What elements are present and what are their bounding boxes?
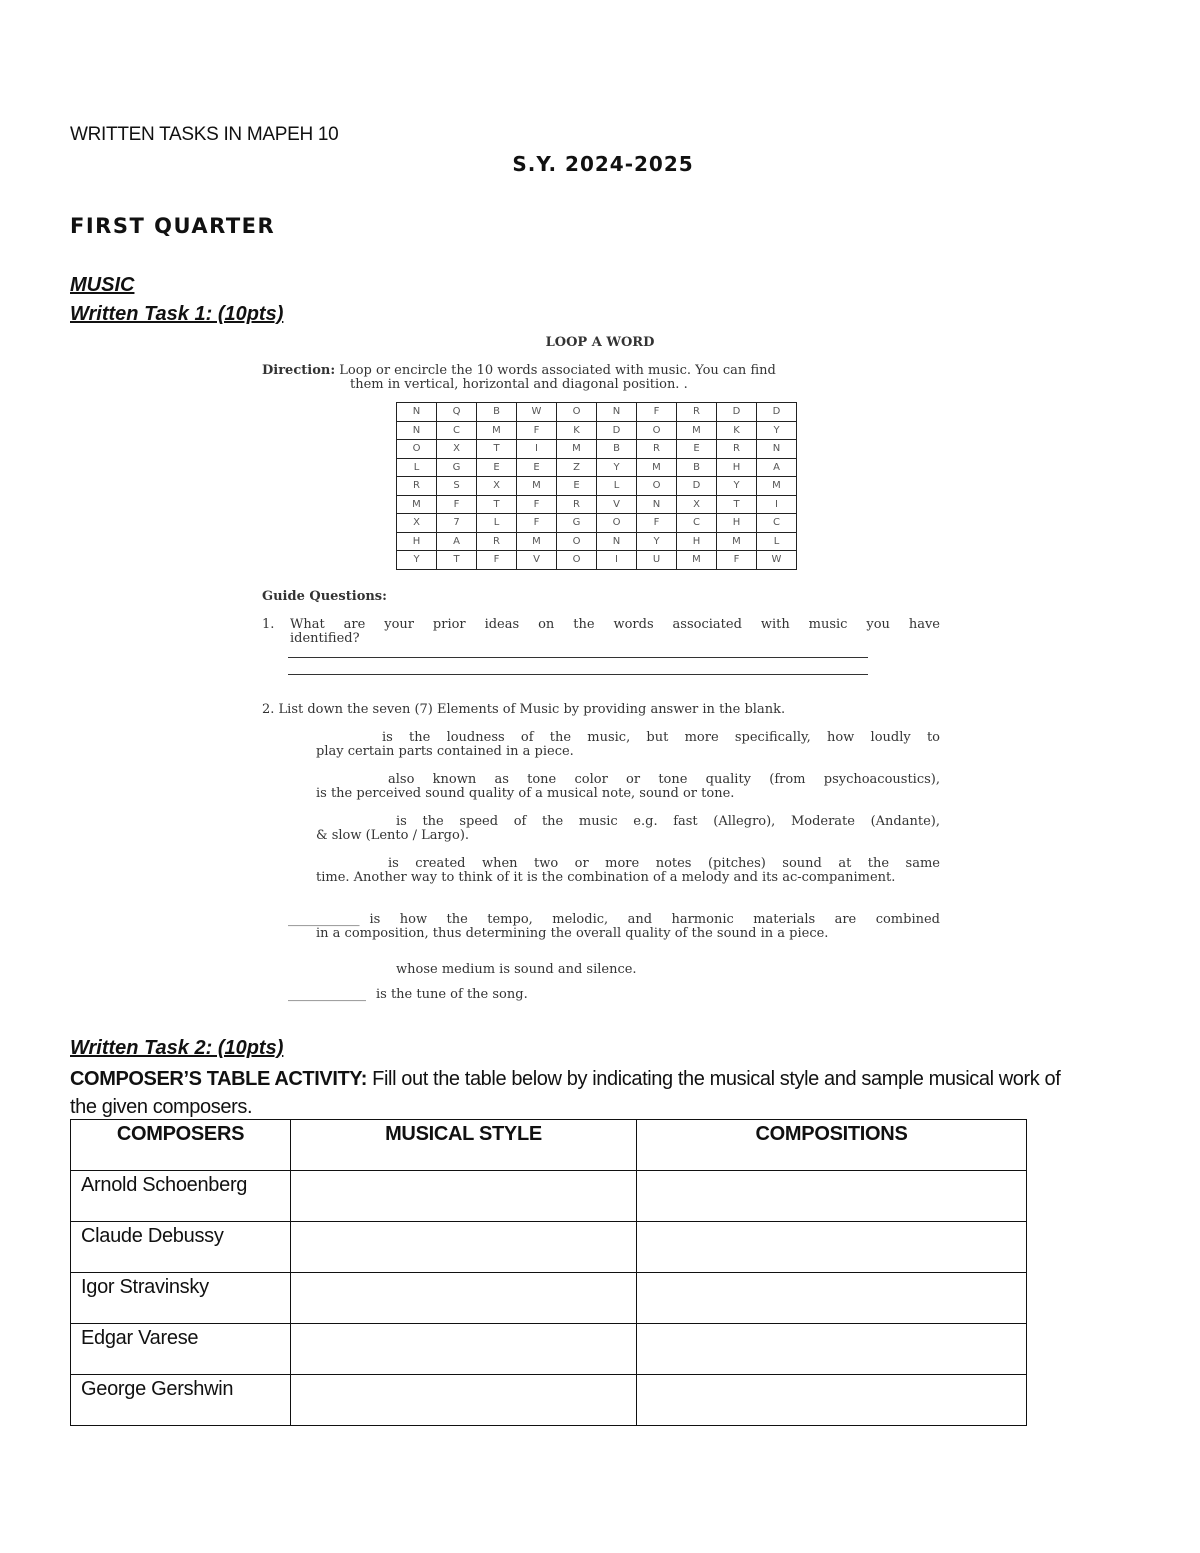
grid-letter[interactable]: M	[397, 495, 437, 514]
grid-row	[397, 440, 797, 459]
element-definition-continuation: play certain parts contained in a piece.	[316, 744, 574, 759]
musical-style-cell[interactable]	[291, 1273, 637, 1324]
grid-letter[interactable]: N	[597, 532, 637, 551]
grid-letter[interactable]: X	[477, 477, 517, 496]
grid-letter[interactable]: H	[717, 514, 757, 533]
element-item	[288, 988, 940, 1002]
grid-letter[interactable]: G	[557, 514, 597, 533]
element-definition: is created when two or more notes (pitches) sound at the same	[388, 856, 940, 871]
grid-letter[interactable]: H	[677, 532, 717, 551]
grid-letter[interactable]: G	[437, 458, 477, 477]
element-item	[288, 963, 940, 977]
answer-line[interactable]	[288, 657, 868, 658]
grid-letter[interactable]: O	[397, 440, 437, 459]
grid-letter[interactable]: I	[757, 495, 797, 514]
element-definition-line	[288, 988, 940, 1002]
grid-letter[interactable]: O	[637, 421, 677, 440]
grid-letter[interactable]: N	[397, 403, 437, 422]
grid-letter[interactable]: O	[557, 403, 597, 422]
grid-letter[interactable]: M	[757, 477, 797, 496]
grid-row	[397, 458, 797, 477]
grid-letter[interactable]: M	[517, 477, 557, 496]
element-definition-line	[288, 815, 940, 829]
grid-letter[interactable]: C	[757, 514, 797, 533]
grid-letter[interactable]: B	[477, 403, 517, 422]
grid-letter[interactable]: E	[677, 440, 717, 459]
musical-style-cell[interactable]	[291, 1324, 637, 1375]
grid-letter[interactable]: H	[397, 532, 437, 551]
grid-letter[interactable]: D	[597, 421, 637, 440]
grid-letter[interactable]: T	[477, 495, 517, 514]
grid-row	[397, 514, 797, 533]
table-row	[71, 1222, 1027, 1273]
grid-letter[interactable]: M	[477, 421, 517, 440]
element-definition: is the tune of the song.	[376, 987, 528, 1002]
composers-table	[70, 1119, 1027, 1426]
grid-letter[interactable]: K	[717, 421, 757, 440]
grid-letter[interactable]: F	[717, 551, 757, 570]
element-definition-continuation: is the perceived sound quality of a musical note, sound or tone.	[316, 786, 735, 801]
grid-letter[interactable]: U	[637, 551, 677, 570]
grid-letter[interactable]: L	[397, 458, 437, 477]
element-definition-continuation: in a composition, thus determining the overall quality of the sound in a piece.	[316, 926, 829, 941]
grid-letter[interactable]: O	[557, 551, 597, 570]
grid-letter[interactable]: F	[517, 495, 557, 514]
compositions-cell[interactable]	[637, 1324, 1027, 1375]
grid-letter[interactable]: V	[517, 551, 557, 570]
grid-letter[interactable]: A	[757, 458, 797, 477]
compositions-cell[interactable]	[637, 1171, 1027, 1222]
task1-heading: Written Task 1: (10pts)	[70, 303, 284, 325]
grid-letter[interactable]: N	[397, 421, 437, 440]
grid-letter[interactable]: Y	[717, 477, 757, 496]
direction-text	[262, 364, 922, 392]
grid-letter[interactable]: N	[597, 403, 637, 422]
subject-heading: MUSIC	[70, 274, 135, 296]
word-search-grid	[396, 402, 797, 570]
musical-style-cell[interactable]	[291, 1222, 637, 1273]
grid-letter[interactable]: X	[677, 495, 717, 514]
element-definition-line	[288, 857, 940, 871]
grid-letter[interactable]: E	[557, 477, 597, 496]
grid-letter[interactable]: K	[557, 421, 597, 440]
grid-letter[interactable]: A	[437, 532, 477, 551]
composer-name: Claude Debussy	[71, 1222, 291, 1273]
grid-letter[interactable]: I	[517, 440, 557, 459]
musical-style-cell[interactable]	[291, 1375, 637, 1426]
direction-line-2: them in vertical, horizontal and diagonal position. .	[350, 377, 688, 392]
grid-letter[interactable]: O	[637, 477, 677, 496]
grid-letter[interactable]: S	[437, 477, 477, 496]
grid-letter[interactable]: L	[597, 477, 637, 496]
grid-row	[397, 551, 797, 570]
activity-label: COMPOSER’S TABLE ACTIVITY:	[70, 1068, 368, 1090]
grid-letter[interactable]: Q	[437, 403, 477, 422]
activity-instructions	[70, 1065, 1090, 1121]
grid-letter[interactable]: Y	[597, 458, 637, 477]
column-header-composers: COMPOSERS	[71, 1120, 291, 1171]
grid-letter[interactable]: M	[557, 440, 597, 459]
activity-text: Fill out the table below by indicating the musical style and sample musical work of the given composers.	[70, 1068, 1061, 1118]
compositions-cell[interactable]	[637, 1222, 1027, 1273]
grid-letter[interactable]: 7	[437, 514, 477, 533]
element-item	[288, 731, 940, 759]
grid-letter[interactable]: C	[437, 421, 477, 440]
element-definition-line	[288, 773, 940, 787]
element-definition-line	[288, 913, 940, 927]
table-row	[71, 1171, 1027, 1222]
grid-letter[interactable]: D	[677, 477, 717, 496]
school-year: S.Y. 2024-2025	[512, 152, 694, 176]
grid-letter[interactable]: F	[637, 403, 677, 422]
grid-letter[interactable]: T	[437, 551, 477, 570]
grid-letter[interactable]: M	[637, 458, 677, 477]
grid-row	[397, 532, 797, 551]
table-row	[71, 1273, 1027, 1324]
grid-letter[interactable]: R	[477, 532, 517, 551]
question-1-line-2: identified?	[290, 631, 360, 646]
grid-letter[interactable]: F	[477, 551, 517, 570]
element-item	[288, 913, 940, 941]
grid-letter[interactable]: O	[557, 532, 597, 551]
element-item	[288, 857, 940, 885]
guide-question-1	[262, 618, 940, 646]
grid-letter[interactable]: C	[677, 514, 717, 533]
guide-questions-title: Guide Questions:	[262, 589, 387, 604]
grid-letter[interactable]: H	[717, 458, 757, 477]
grid-letter[interactable]: Y	[637, 532, 677, 551]
grid-letter[interactable]: T	[717, 495, 757, 514]
grid-letter[interactable]: D	[717, 403, 757, 422]
element-definition: is the loudness of the music, but more specifically, how loudly to	[382, 730, 940, 745]
grid-row	[397, 495, 797, 514]
task2-heading: Written Task 2: (10pts)	[70, 1037, 284, 1059]
element-item	[288, 815, 940, 843]
grid-letter[interactable]: R	[717, 440, 757, 459]
grid-letter[interactable]: L	[757, 532, 797, 551]
composer-name: Arnold Schoenberg	[71, 1171, 291, 1222]
table-row	[71, 1324, 1027, 1375]
grid-letter[interactable]: X	[397, 514, 437, 533]
grid-letter[interactable]: M	[717, 532, 757, 551]
direction-label: Direction:	[262, 363, 336, 378]
grid-letter[interactable]: B	[677, 458, 717, 477]
grid-letter[interactable]: N	[757, 440, 797, 459]
column-header-compositions: COMPOSITIONS	[637, 1120, 1027, 1171]
grid-row	[397, 403, 797, 422]
table-header-row	[71, 1120, 1027, 1171]
grid-letter[interactable]: F	[437, 495, 477, 514]
grid-letter[interactable]: E	[477, 458, 517, 477]
grid-letter[interactable]: I	[597, 551, 637, 570]
grid-letter[interactable]: R	[677, 403, 717, 422]
grid-letter[interactable]: T	[477, 440, 517, 459]
grid-letter[interactable]: F	[517, 421, 557, 440]
loop-a-word-title: LOOP A WORD	[545, 335, 655, 350]
grid-letter[interactable]: F	[637, 514, 677, 533]
element-definition-line	[288, 963, 940, 977]
grid-row	[397, 421, 797, 440]
question-1-line-1: What are your prior ideas on the words associated with music you have	[290, 617, 940, 632]
grid-letter[interactable]: Y	[397, 551, 437, 570]
answer-line[interactable]	[288, 674, 868, 675]
grid-letter[interactable]: F	[517, 514, 557, 533]
table-row	[71, 1375, 1027, 1426]
compositions-cell[interactable]	[637, 1375, 1027, 1426]
element-definition-continuation: time. Another way to think of it is the combination of a melody and its ac-companiment.	[316, 870, 896, 885]
grid-letter[interactable]: Z	[557, 458, 597, 477]
grid-letter[interactable]: N	[637, 495, 677, 514]
composer-name: George Gershwin	[71, 1375, 291, 1426]
element-item	[288, 773, 940, 801]
element-definition: also known as tone color or tone quality (from psychoacoustics),	[388, 772, 940, 787]
grid-letter[interactable]: E	[517, 458, 557, 477]
composer-name: Edgar Varese	[71, 1324, 291, 1375]
element-definition: whose medium is sound and silence.	[396, 962, 637, 977]
grid-letter[interactable]: Y	[757, 421, 797, 440]
element-definition: is how the tempo, melodic, and harmonic materials are combined	[369, 912, 940, 927]
composer-name: Igor Stravinsky	[71, 1273, 291, 1324]
grid-letter[interactable]: M	[677, 421, 717, 440]
answer-blank[interactable]: ____________	[288, 987, 366, 1002]
grid-letter[interactable]: D	[757, 403, 797, 422]
compositions-cell[interactable]	[637, 1273, 1027, 1324]
grid-letter[interactable]: R	[637, 440, 677, 459]
musical-style-cell[interactable]	[291, 1171, 637, 1222]
guide-question-2: 2. List down the seven (7) Elements of Music by providing answer in the blank.	[262, 702, 786, 717]
quarter-heading: FIRST QUARTER	[70, 214, 276, 238]
grid-letter[interactable]: L	[477, 514, 517, 533]
grid-letter[interactable]: R	[557, 495, 597, 514]
direction-line-1: Loop or encircle the 10 words associated with music. You can find	[339, 363, 776, 378]
grid-letter[interactable]: M	[677, 551, 717, 570]
column-header-musical-style: MUSICAL STYLE	[291, 1120, 637, 1171]
grid-letter[interactable]: O	[597, 514, 637, 533]
element-definition: is the speed of the music e.g. fast (Allegro), Moderate (Andante),	[396, 814, 940, 829]
grid-letter[interactable]: B	[597, 440, 637, 459]
grid-letter[interactable]: W	[757, 551, 797, 570]
question-number: 1.	[262, 617, 275, 632]
grid-letter[interactable]: X	[437, 440, 477, 459]
grid-letter[interactable]: V	[597, 495, 637, 514]
grid-letter[interactable]: R	[397, 477, 437, 496]
element-definition-continuation: & slow (Lento / Largo).	[316, 828, 470, 843]
element-definition-line	[288, 731, 940, 745]
grid-row	[397, 477, 797, 496]
answer-blank[interactable]: ___________	[288, 912, 360, 927]
grid-letter[interactable]: W	[517, 403, 557, 422]
grid-letter[interactable]: M	[517, 532, 557, 551]
document-title: WRITTEN TASKS IN MAPEH 10	[70, 124, 339, 145]
